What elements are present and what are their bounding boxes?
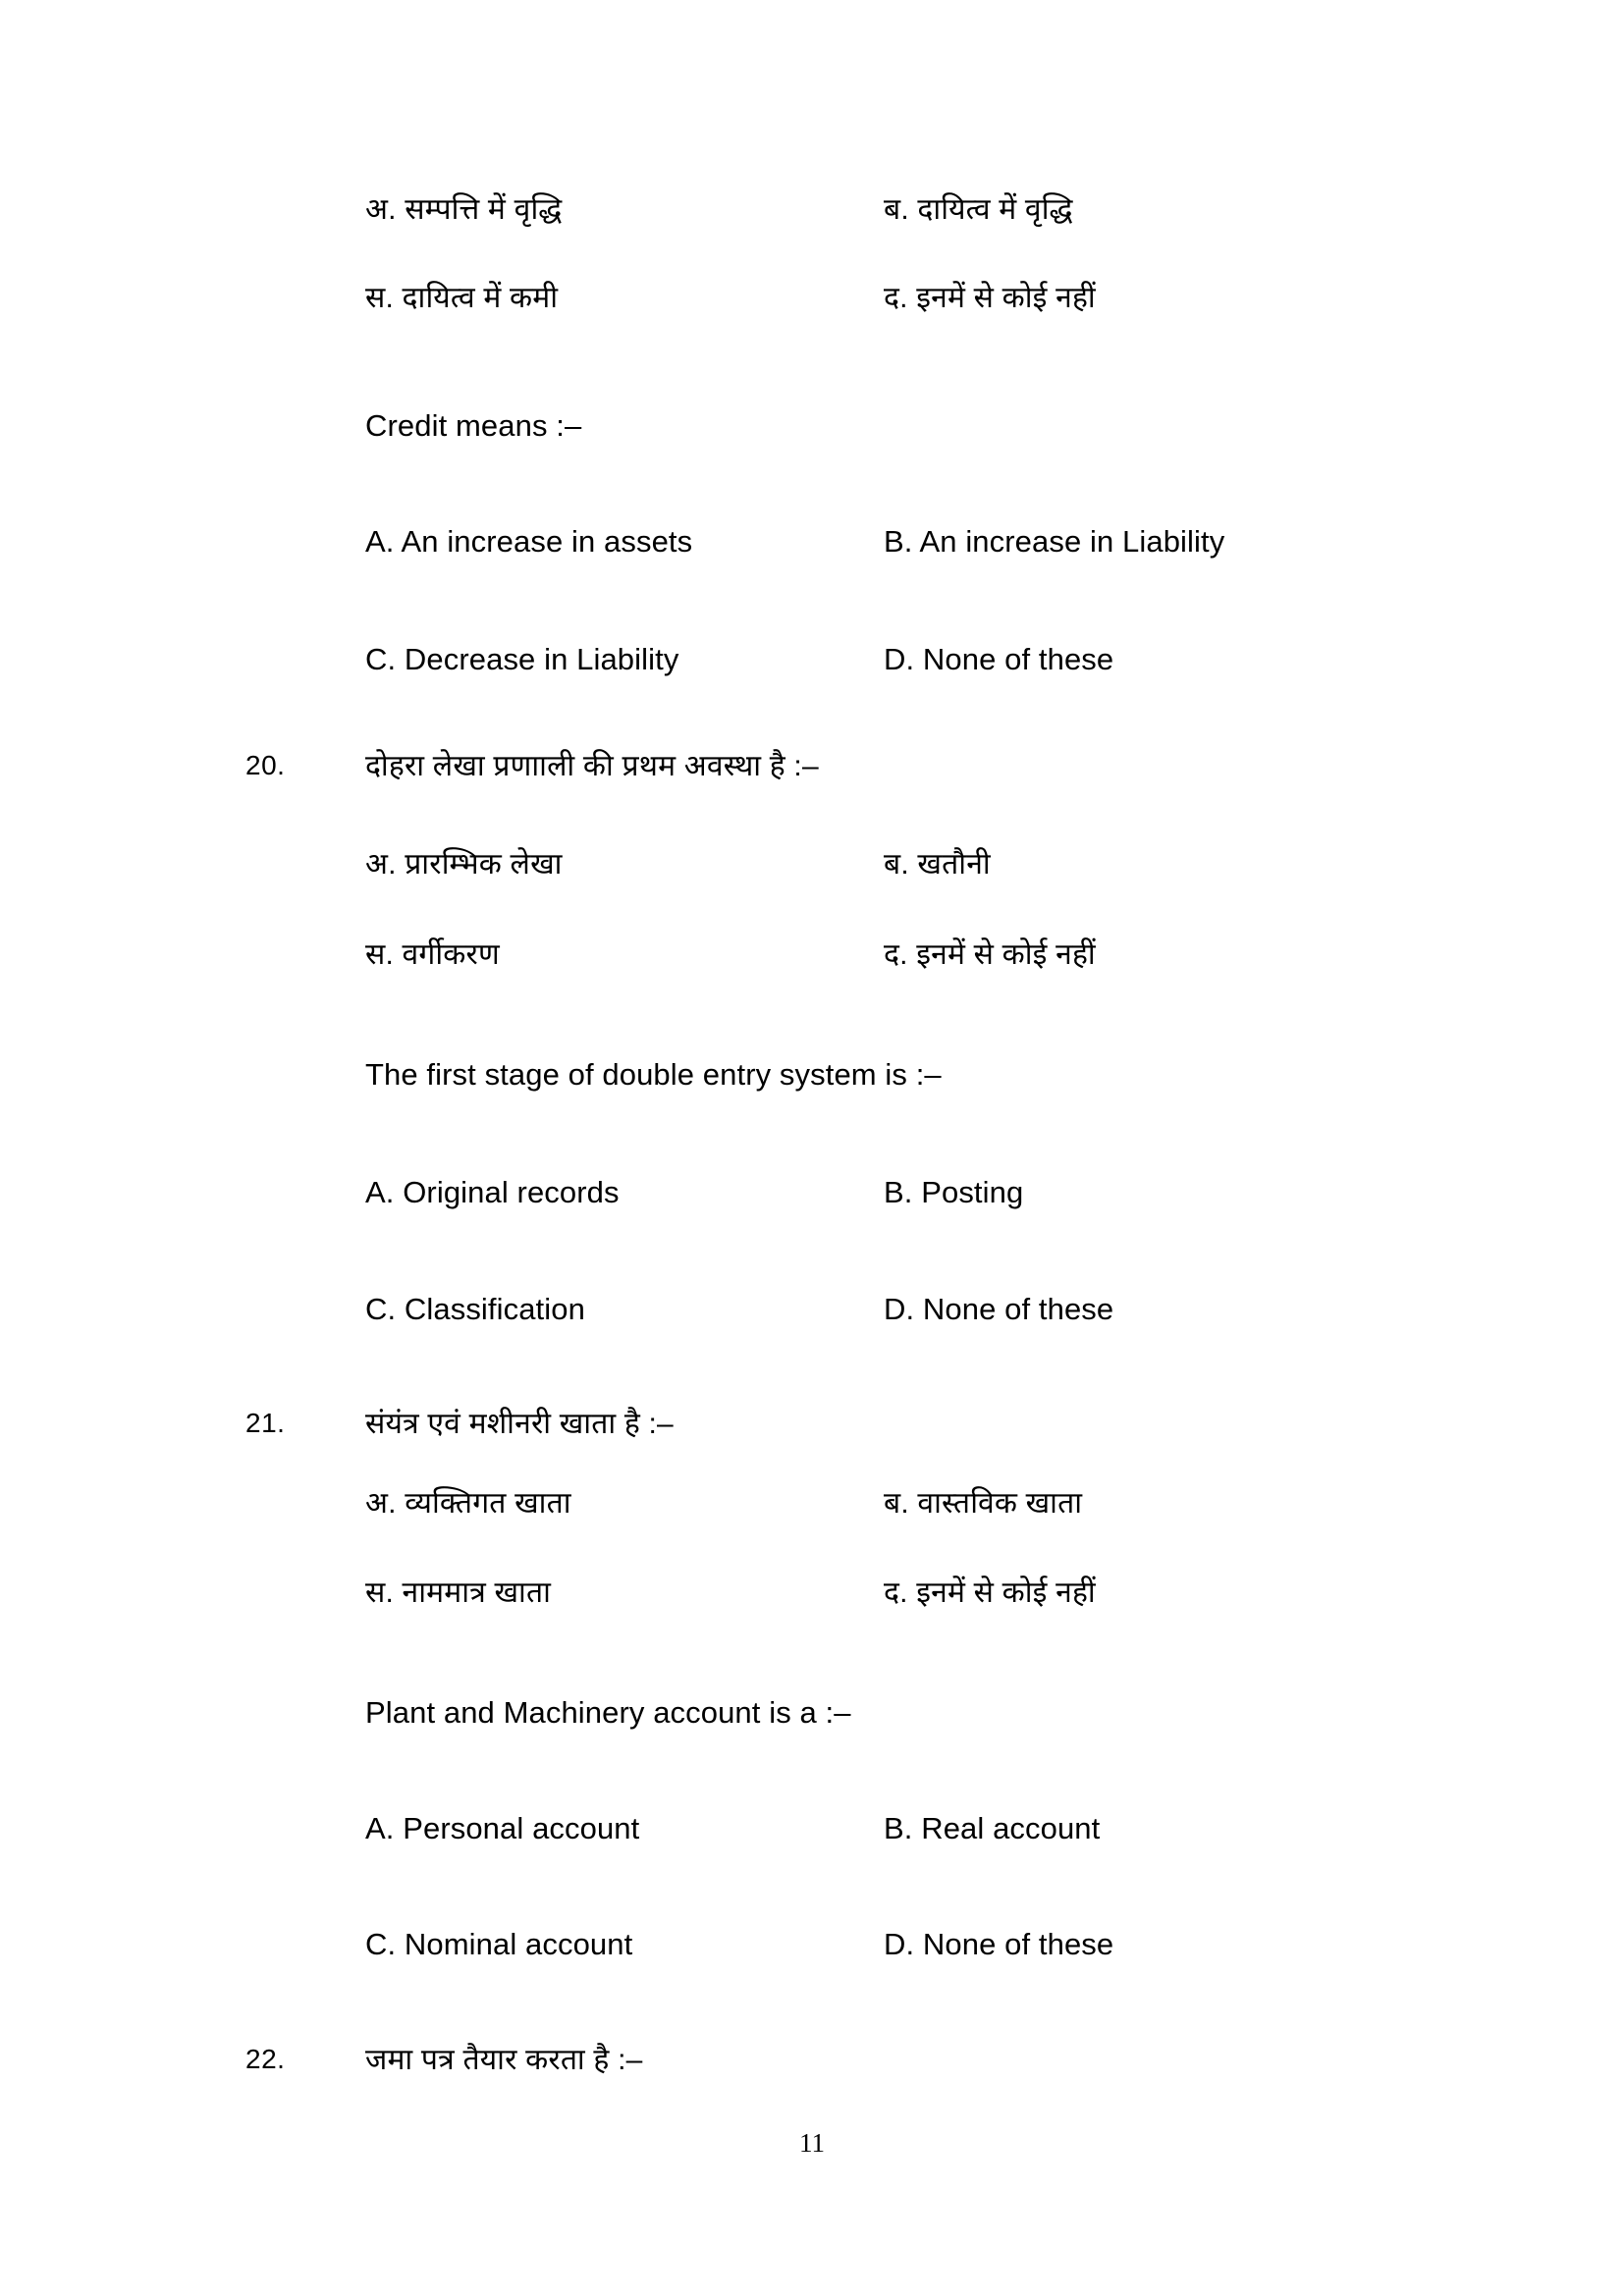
question-text: संयंत्र एवं मशीनरी खाता है :– bbox=[365, 1408, 674, 1440]
option-right[interactable]: D. None of these bbox=[884, 642, 1114, 676]
option-left[interactable]: C. Nominal account bbox=[365, 1927, 633, 1961]
option-left[interactable]: अ. प्रारम्भिक लेखा bbox=[365, 848, 563, 881]
question-stem-row bbox=[0, 407, 1624, 458]
option-left[interactable]: C. Classification bbox=[365, 1292, 585, 1326]
text-row bbox=[0, 1575, 1624, 1626]
text-row bbox=[0, 1485, 1624, 1536]
option-right[interactable]: द. इनमें से कोई नहीं bbox=[884, 282, 1096, 314]
question-text: Credit means :– bbox=[365, 408, 582, 443]
option-row bbox=[0, 523, 1624, 574]
question-stem-row bbox=[0, 1406, 1624, 1457]
option-right[interactable]: ब. दायित्व में वृद्धि bbox=[884, 193, 1073, 226]
option-right[interactable]: D. None of these bbox=[884, 1292, 1114, 1326]
option-row bbox=[0, 1485, 1624, 1536]
option-left[interactable]: A. Original records bbox=[365, 1175, 620, 1209]
text-row bbox=[0, 1926, 1624, 1977]
option-row bbox=[0, 1810, 1624, 1861]
question-text: दोहरा लेखा प्रणााली की प्रथम अवस्था है :– bbox=[365, 750, 819, 782]
question-text: The first stage of double entry system is :– bbox=[365, 1057, 942, 1092]
option-row bbox=[0, 936, 1624, 988]
question-stem-row bbox=[0, 1694, 1624, 1745]
question-stem-row bbox=[0, 1056, 1624, 1107]
text-row bbox=[0, 1291, 1624, 1342]
text-row bbox=[0, 1056, 1624, 1107]
option-right[interactable]: B. An increase in Liability bbox=[884, 524, 1225, 559]
question-text: Plant and Machinery account is a :– bbox=[365, 1695, 851, 1730]
text-row bbox=[0, 1406, 1624, 1457]
option-right[interactable]: द. इनमें से कोई नहीं bbox=[884, 1576, 1096, 1609]
option-right[interactable]: ब. खतौनी bbox=[884, 848, 991, 881]
option-row bbox=[0, 1575, 1624, 1626]
text-row bbox=[0, 280, 1624, 331]
option-left[interactable]: A. An increase in assets bbox=[365, 524, 693, 559]
option-right[interactable]: B. Real account bbox=[884, 1811, 1101, 1845]
option-left[interactable]: स. दायित्व में कमी bbox=[365, 282, 559, 314]
text-row bbox=[0, 191, 1624, 242]
option-right[interactable]: D. None of these bbox=[884, 1927, 1114, 1961]
option-left[interactable]: अ. व्यक्तिगत खाता bbox=[365, 1487, 571, 1520]
option-row bbox=[0, 641, 1624, 692]
page-number: 11 bbox=[799, 2128, 825, 2158]
option-left[interactable]: A. Personal account bbox=[365, 1811, 640, 1845]
option-left[interactable]: स. वर्गीकरण bbox=[365, 938, 500, 971]
text-row bbox=[0, 936, 1624, 988]
question-number: 21. bbox=[245, 1408, 286, 1438]
option-right[interactable]: B. Posting bbox=[884, 1175, 1024, 1209]
text-row bbox=[0, 1694, 1624, 1745]
question-number: 22. bbox=[245, 2044, 286, 2074]
option-row bbox=[0, 280, 1624, 331]
option-row bbox=[0, 1926, 1624, 1977]
option-row bbox=[0, 191, 1624, 242]
option-row bbox=[0, 1174, 1624, 1225]
text-row bbox=[0, 846, 1624, 897]
option-right[interactable]: द. इनमें से कोई नहीं bbox=[884, 938, 1096, 971]
option-left[interactable]: अ. सम्पत्ति में वृद्धि bbox=[365, 193, 563, 226]
text-row bbox=[0, 1810, 1624, 1861]
text-row bbox=[0, 523, 1624, 574]
option-row bbox=[0, 1291, 1624, 1342]
text-row bbox=[0, 641, 1624, 692]
question-text: जमा पत्र तैयार करता है :– bbox=[365, 2044, 643, 2076]
option-row bbox=[0, 846, 1624, 897]
question-stem-row bbox=[0, 748, 1624, 799]
text-row bbox=[0, 2042, 1624, 2093]
option-left[interactable]: स. नाममात्र खाता bbox=[365, 1576, 552, 1609]
text-row bbox=[0, 1174, 1624, 1225]
option-right[interactable]: ब. वास्तविक खाता bbox=[884, 1487, 1083, 1520]
text-row bbox=[0, 407, 1624, 458]
question-number: 20. bbox=[245, 750, 286, 780]
question-stem-row bbox=[0, 2042, 1624, 2093]
option-left[interactable]: C. Decrease in Liability bbox=[365, 642, 679, 676]
text-row bbox=[0, 748, 1624, 799]
